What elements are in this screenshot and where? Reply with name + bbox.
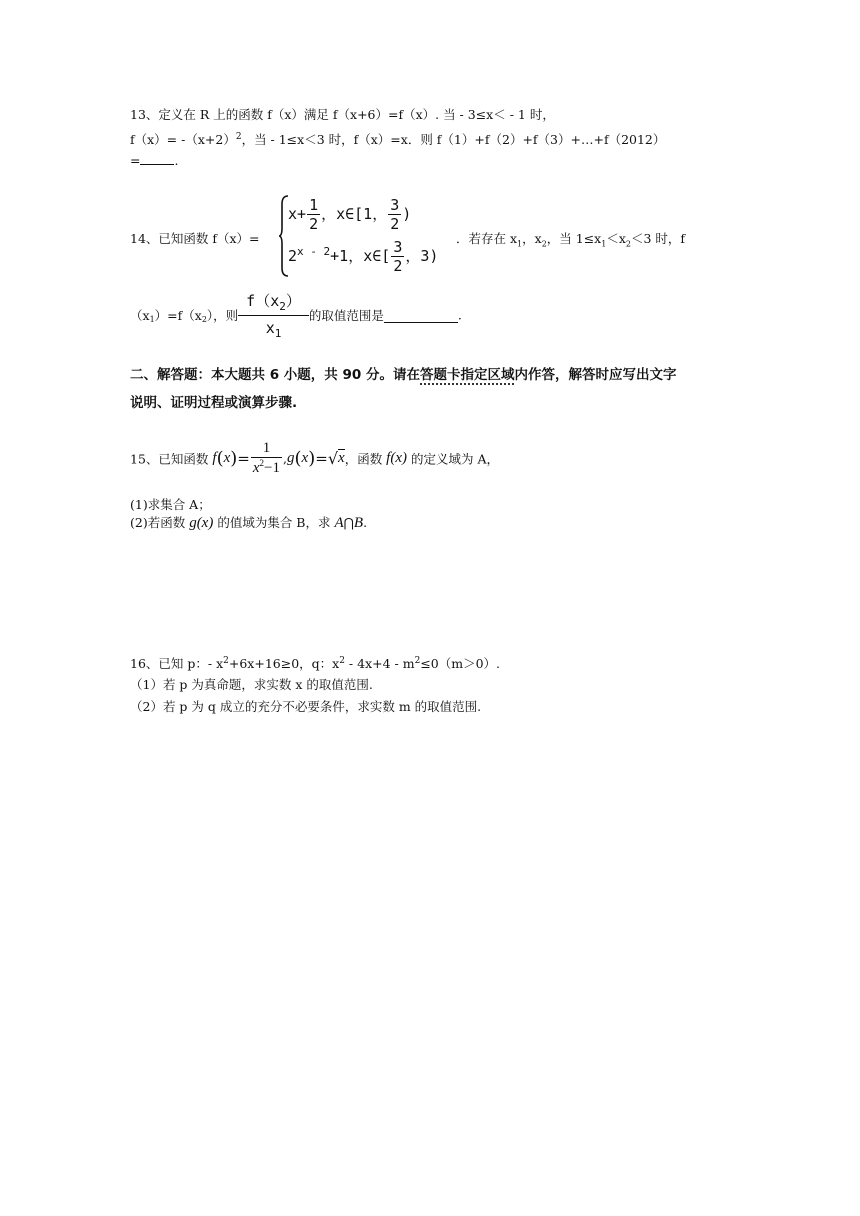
equals-sign: = <box>315 449 328 468</box>
subscript: 2 <box>279 300 286 313</box>
section-text: 内作答，解答时应写出文字 <box>514 367 677 383</box>
q13-line3 <box>130 150 178 170</box>
q13-period: . <box>174 153 179 168</box>
exponent: 2 <box>414 656 421 666</box>
frac-den <box>251 457 282 477</box>
subscript: 2 <box>625 239 631 249</box>
q15-part1: (1)求集合 A； <box>130 497 211 512</box>
q14-condition <box>456 230 685 254</box>
q13-text: f（x）= -（x+2） <box>130 132 236 148</box>
answer-blank-14 <box>384 308 458 323</box>
q14-line2 <box>130 290 462 340</box>
frac-num: 1 <box>262 440 271 456</box>
set-b: B <box>353 515 364 531</box>
x-arg: (x) <box>390 450 407 466</box>
q16-part1: （1）若 p 为真命题，求实数 x 的取值范围. <box>130 677 373 692</box>
f-symbol: f <box>386 450 391 466</box>
piece-row-2 <box>288 238 438 275</box>
q15-text: 15、已知函数 <box>130 451 213 467</box>
frac-den-text: x <box>265 319 275 337</box>
fraction-half <box>307 196 320 233</box>
set-a: A <box>334 515 344 531</box>
subscript: 1 <box>274 327 282 340</box>
q14-text: ）=f（x <box>154 308 202 323</box>
piece1-domain: ，x∈[1， <box>321 205 388 223</box>
exponent: 2 <box>259 458 265 468</box>
subscript: 1 <box>517 239 523 249</box>
exponent: 2 <box>223 656 229 666</box>
q13-exponent: 2 <box>235 132 242 142</box>
q14-text: ＜3 时，f <box>630 231 686 246</box>
q15-part2 <box>130 514 367 532</box>
frac-den: 2 <box>393 257 403 275</box>
sqrt-icon: √ <box>327 449 339 468</box>
subscript: 2 <box>541 239 547 249</box>
fraction-three-halves <box>391 238 404 275</box>
x-arg: (x) <box>196 515 214 531</box>
q14-text: （x <box>130 308 150 323</box>
section-heading-line2: 说明、证明过程或演算步骤. <box>130 395 298 411</box>
frac-num: 3 <box>393 238 403 256</box>
q14-lead: 14、已知函数 f（x）= <box>130 231 260 246</box>
subscript: 1 <box>149 315 155 324</box>
q14-text: ），则 <box>206 308 239 323</box>
q16-line1 <box>130 652 500 673</box>
q14-text: ，当 1≤x <box>546 231 602 246</box>
comma: , <box>283 451 287 466</box>
q14-text: ，x <box>522 231 542 246</box>
q13-equals: = <box>130 153 141 168</box>
q13-line1: 13、定义在 R 上的函数 f（x）满足 f（x+6）=f（x）. 当 - 3≤x＜ - 1 时， <box>130 107 555 122</box>
f-symbol: f <box>212 450 217 466</box>
paren-close: ) <box>230 448 238 469</box>
q15-text: 的定义域为 A， <box>407 451 499 467</box>
ratio-fraction <box>238 290 309 340</box>
dotted-text: 答题卡指定区域 <box>419 367 515 383</box>
q16-text: +6x+16≥0，q：x <box>228 656 340 672</box>
q13-text-cont: ，当 - 1≤x＜3 时，f（x）=x．则 f（1）+f（2）+f（3）+…+f（2012） <box>241 132 666 148</box>
q14-text: ＜x <box>606 231 626 246</box>
piece2-domain: +1，x∈[ <box>330 247 391 265</box>
q16-text: - 4x+4 - m <box>344 656 415 672</box>
frac-numerator <box>238 290 309 315</box>
q16-text: 16、已知 p：- x <box>130 656 224 672</box>
paren-open: ( <box>294 448 302 469</box>
piece2-base: 2 <box>288 247 298 265</box>
fraction-three-halves <box>388 196 401 233</box>
piece2-exponent: x - 2 <box>297 245 331 258</box>
frac-den: 2 <box>390 215 400 233</box>
q15-text: 的值域为集合 B，求 <box>213 515 335 530</box>
section-text: 二、解答题：本大题共 6 小题，共 90 分。请在 <box>130 367 420 383</box>
exponent: 2 <box>339 656 345 666</box>
paren-open: ( <box>216 448 224 469</box>
x-symbol: x <box>338 450 345 466</box>
q15-text: ，函数 <box>344 451 387 467</box>
q14-text: ．若存在 x <box>456 231 518 246</box>
frac-num: 3 <box>390 196 400 214</box>
section-heading <box>130 366 676 384</box>
piece2-close: ，3) <box>405 247 439 265</box>
subscript: 2 <box>201 315 207 324</box>
piecewise-function <box>278 194 453 278</box>
q15-text: (2)若函数 <box>130 515 190 530</box>
q16-text: ≤0（m＞0）. <box>420 656 501 672</box>
subscript: 1 <box>601 239 607 249</box>
q14-period: . <box>457 307 462 323</box>
g-symbol: g <box>189 515 197 531</box>
emphasis-dotted <box>420 367 515 385</box>
piece1-expr: x+ <box>288 205 307 223</box>
intersection-icon: ⋂ <box>343 515 354 530</box>
x-symbol: x <box>252 460 260 476</box>
g-symbol: g <box>287 450 295 466</box>
q15-line1 <box>130 440 499 477</box>
q15-period: . <box>363 515 368 530</box>
paren-close: ) <box>308 448 316 469</box>
q13-line2 <box>130 128 665 149</box>
frac-den: 2 <box>309 215 319 233</box>
minus-one: −1 <box>264 460 281 476</box>
x-symbol: x <box>301 450 309 466</box>
frac-num-text: ） <box>285 292 301 310</box>
frac-num-text: f（x <box>246 292 280 310</box>
frac-num: 1 <box>309 196 319 214</box>
equals-sign: = <box>237 449 250 468</box>
frac-denominator <box>238 315 309 340</box>
q14-text: 的取值范围是 <box>308 308 384 323</box>
fraction-one-over <box>251 440 282 477</box>
q16-part2: （2）若 p 为 q 成立的充分不必要条件，求实数 m 的取值范围. <box>130 699 482 714</box>
piece-row-1 <box>288 196 411 233</box>
answer-blank-13 <box>140 150 174 165</box>
piece1-close: ) <box>402 205 412 223</box>
x-symbol: x <box>223 450 231 466</box>
